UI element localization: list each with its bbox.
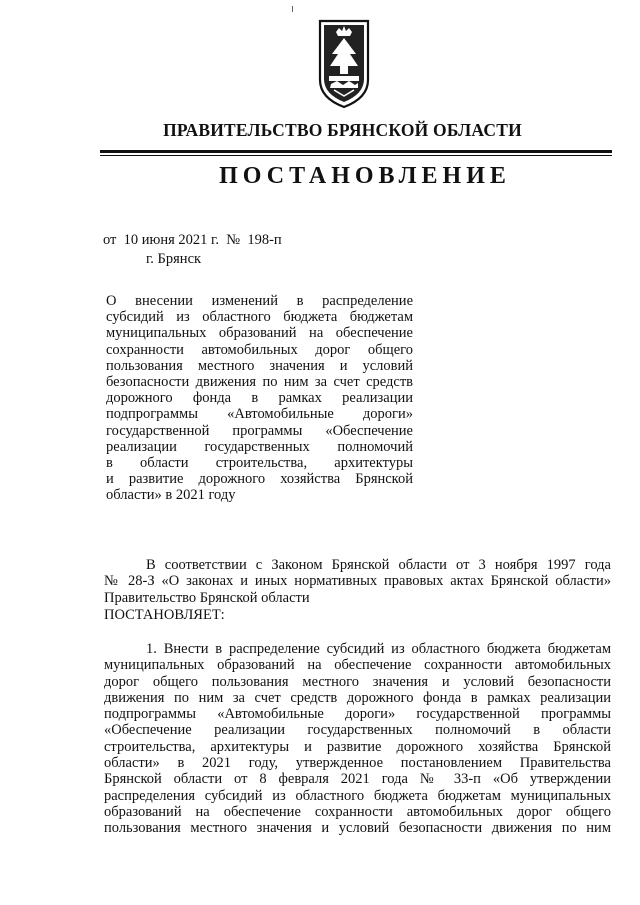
preamble-line: Правительство Брянской области [104,589,310,606]
decree-word: ПОСТАНОВЛЯЕТ: [104,607,225,623]
item-1-line: пользования местного значения и условий безопасности движения по ним [104,820,611,837]
preamble-line: В соответствии с Законом Брянской области от 3 ноября 1997 года [146,557,611,573]
header-rule-thin [100,155,612,156]
subject-line: сохранности автомобильных дорог общего [106,341,413,358]
subject-line: субсидий из областного бюджета бюджетам [106,309,413,326]
city-line: г. Брянск [146,251,202,267]
item-1-line: области» в 2021 году, утвержденное постановлением Правительства [104,755,611,772]
item-1-paragraph [104,641,611,837]
subject-line: пользования местного значения и условий [106,357,413,374]
subject-line: государственной программы «Обеспечение [106,422,413,439]
document-type-title: ПОСТАНОВЛЕНИЕ [219,163,511,189]
item-1-line: Брянской области от 8 февраля 2021 года № 33-п «Об утверждении [104,771,611,788]
item-1-line: строительства, архитектуры и развитие дорожного хозяйства Брянской [104,738,611,755]
subject-block [106,293,413,504]
coat-of-arms-icon [317,18,371,110]
item-1-line: 1. Внести в распределение субсидий из областного бюджета бюджетам [146,641,611,657]
scan-mark [292,6,293,12]
date-number-line: от 10 июня 2021 г. № 198-п [103,232,282,248]
subject-line: реализации государственных полномочий [106,438,413,455]
subject-line: муниципальных образований на обеспечение [106,325,413,342]
item-1-line: распределения субсидий из областного бюджета бюджетам муниципальных [104,787,611,804]
preamble-paragraph [104,557,611,606]
subject-line: О внесении изменений в распределение [106,293,413,309]
subject-line: подпрограммы «Автомобильные дороги» [106,406,413,423]
subject-line: области» в 2021 году [106,487,236,504]
org-title: ПРАВИТЕЛЬСТВО БРЯНСКОЙ ОБЛАСТИ [163,120,522,140]
item-1-line: муниципальных образований на обеспечение сохранности автомобильных [104,657,611,674]
subject-line: и развитие дорожного хозяйства Брянской [106,471,413,488]
header-rule-thick [100,150,612,153]
subject-line: в области строительства, архитектуры [106,455,413,472]
item-1-line: движения по ним за счет средств дорожного фонда в рамках реализации [104,689,611,706]
preamble-line: № 28-З «О законах и иных нормативных правовых актах Брянской области» [104,573,611,590]
item-1-line: «Обеспечение реализации государственных полномочий в области [104,722,611,739]
subject-line: дорожного фонда в рамках реализации [106,390,413,407]
item-1-line: образований на обеспечение сохранности автомобильных дорог общего [104,803,611,820]
subject-line: безопасности движения по ним за счет средств [106,374,413,391]
item-1-line: дорог общего пользования местного значения и условий безопасности [104,673,611,690]
item-1-line: подпрограммы «Автомобильные дороги» государственной программы [104,706,611,723]
